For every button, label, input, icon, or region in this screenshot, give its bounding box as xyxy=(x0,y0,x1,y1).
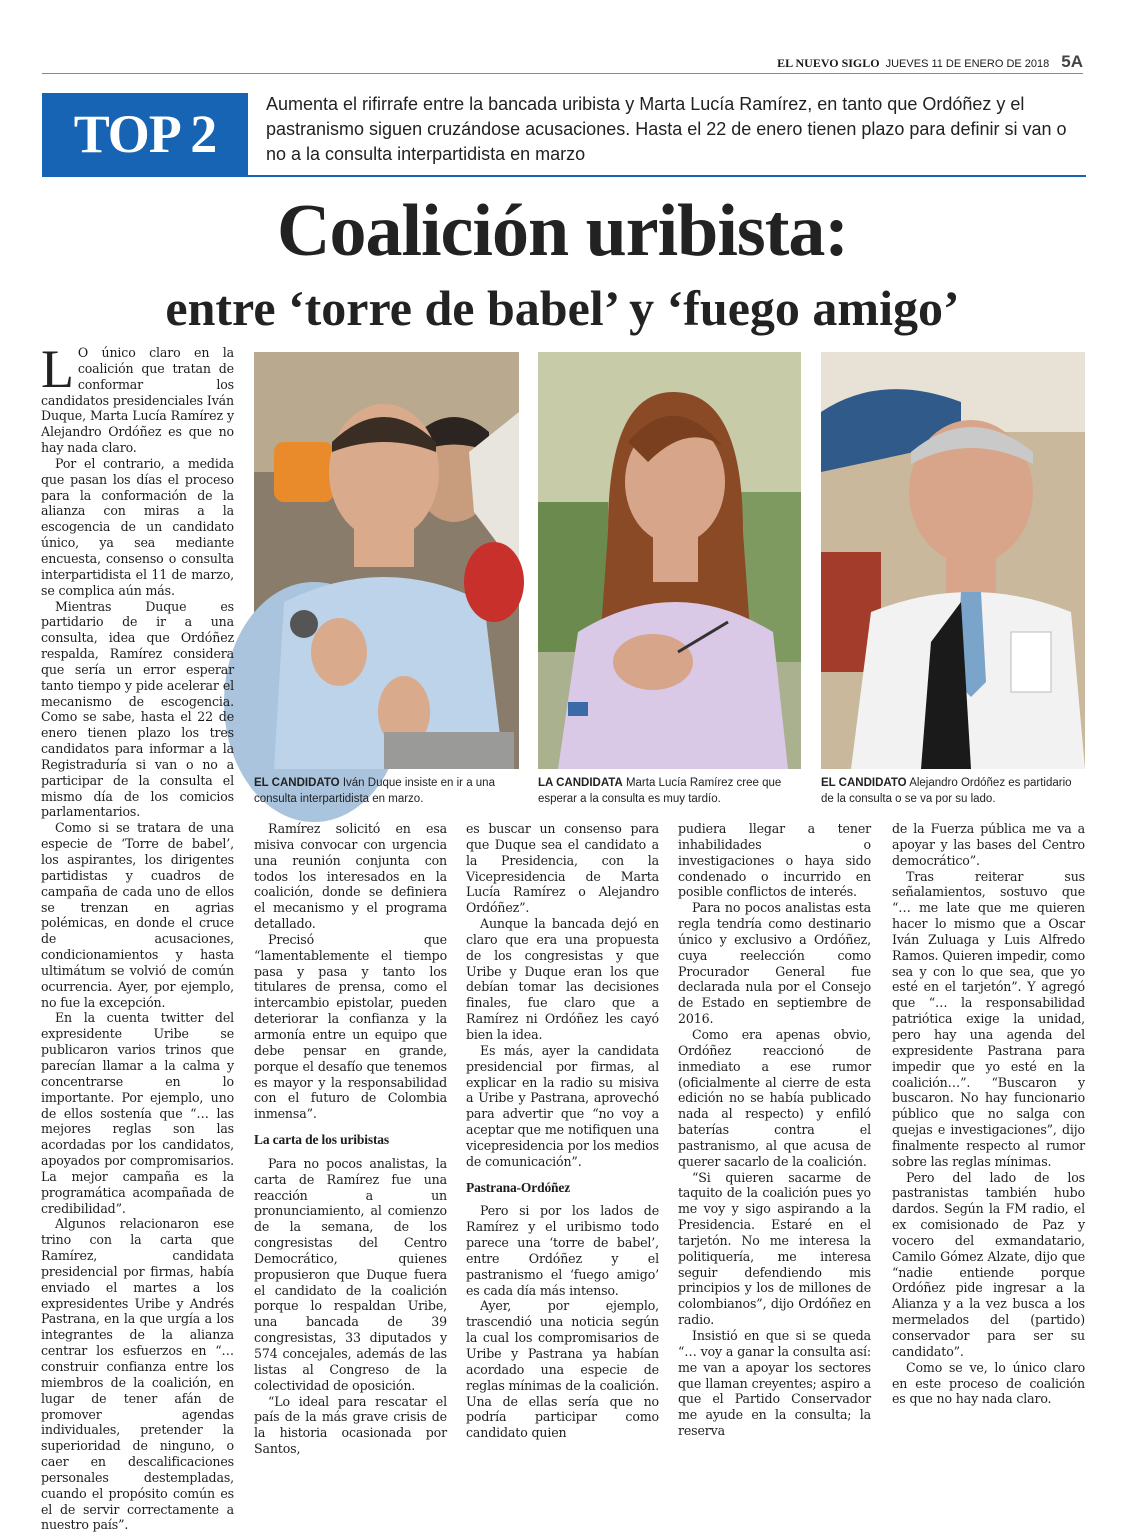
article-column-1 xyxy=(41,339,234,1533)
section-rule xyxy=(42,175,1086,177)
article-paragraph: Tras reiterar sus señalamientos, sostuvo que “… me late que me quieren hacer lo mismo que a Oscar Iván Zuluaga y Luis Alfredo Ramos. Quieren impedir, como sea y con lo que sea, que yo esté en el tarjetón”. Y agregó que “… la responsabilidad patriótica exige la unidad, pero hay una agenda del expresidente Pastrana para impedir que yo esté en la coalición…”. “Buscaron y buscaron. No hay funcionario público que no salga con quejas e investigaciones”, dijo finalmente respecto al rumor sobre las reglas mínimas. xyxy=(892,868,1085,1169)
caption-text: Iván Duque insiste en ir a una consulta interpartidista en marzo. xyxy=(254,777,495,805)
photo-caption-1 xyxy=(254,776,519,807)
article-column-2 xyxy=(254,821,447,1457)
article-paragraph: Como se ve, lo único claro en este proceso de coalición es que no hay nada claro. xyxy=(892,1359,1085,1407)
article-paragraph: Algunos relacionaron ese trino con la carta que Ramírez, candidata presidencial por firmas, había enviado el martes a los expresidentes Uribe y Andrés Pastrana, en la que urgía a los integrantes de la alianza centrar los esfuerzos en “…construir confianza entre los miembros de la coalición, en lugar de tener afán de promover agendas individuales, pretender la superioridad de ninguno, o caer en descalificaciones personales destempladas, cuando el propósito común es el de servir correctamente a nuestro país”. xyxy=(41,1216,234,1533)
caption-label: EL CANDIDATO xyxy=(821,777,907,789)
article-paragraph: Ayer, por ejemplo, trascendió una noticia según la cual los compromisarios de Uribe y Pastrana ya habían acordado una especie de reglas mínimas de la coalición. Una de ellas sería que no podría participar como candidato quien xyxy=(466,1298,659,1441)
article-paragraph: Precisó que “lamentablemente el tiempo pasa y pasa y tanto los titulares de prensa, como el intercambio epistolar, pueden deteriorar la confianza y la armonía entre un equipo que debe pensar en grande, porque el desafío que tenemos es mayor y la responsabilidad con el futuro de Colombia inmensa”. xyxy=(254,931,447,1122)
headline-title: Coalición uribista: xyxy=(277,190,848,272)
kicker-text: Aumenta el rifirrafe entre la bancada uribista y Marta Lucía Ramírez, en tanto que Ordóñez y el pastranismo siguen cruzándose acusaciones. Hasta el 22 de enero tienen plazo para definir si van o no a la consulta interpartidista en marzo xyxy=(266,94,1067,164)
article-paragraph: Para no pocos analistas esta regla tendría como destinario único y exclusivo a Ordóñez, cuya reelección como Procurador General fue declarada nula por el Consejo de Estado en septiembre de 2016. xyxy=(678,900,871,1027)
article-paragraph: de la Fuerza pública me va a apoyar y las bases del Centro democrático”. xyxy=(892,821,1085,868)
caption-text: Alejandro Ordóñez es partidario de la consulta o se va por su lado. xyxy=(821,777,1072,805)
photo-caption-3 xyxy=(821,776,1085,807)
caption-label: LA CANDIDATA xyxy=(538,777,623,789)
page-header xyxy=(777,52,1083,72)
page-number: 5A xyxy=(1061,52,1083,71)
article-paragraph: Como si se tratara de una especie de ‘Torre de babel’, los aspirantes, los dirigentes partidistas y cuadros de campaña de cada uno de ellos se trenzan en agrias polémicas, en donde el cruce de acusaciones, condicionamientos y hasta ultimátum se volvió de común ocurrencia. Ayer, por ejemplo, no fue la excepción. xyxy=(41,820,234,1010)
section-badge: TOP 2 xyxy=(42,93,248,175)
article-paragraph: Para no pocos analistas, la carta de Ramírez fue una reacción a un pronunciamiento, al comienzo de la semana, de los congresistas del Centro Democrático, quienes propusieron que Duque fuera el candidato de la coalición porque lo respaldan Uribe, una bancada de 39 congresistas, 33 diputados y 574 concejales, además de las listas al Congreso de la colectividad de oposición. xyxy=(254,1155,447,1393)
article-paragraph: Mientras Duque es partidario de ir a una consulta, idea que Ordóñez respalda, Ramírez considera que sería un error esperar tanto tiempo y pide acelerar el mecanismo de escogencia. Como se sabe, hasta el 22 de enero tienen plazo los tres candidatos para informar a la Registraduría si van o no a participar de la consulta el mismo día de los comicios parlamentarios. xyxy=(41,598,234,820)
article-column-3 xyxy=(466,821,659,1441)
article-paragraph: es buscar un consenso para que Duque sea el candidato a la Presidencia, con la Vicepresidencia de Marta Lucía Ramírez o Alejandro Ordóñez”. xyxy=(466,821,659,916)
article-paragraph: “Lo ideal para rescatar el país de la más grave crisis de la historia ocasionada por Santos, xyxy=(254,1393,447,1457)
article-paragraph: Insistió en que si se queda “… voy a ganar la consulta así: me van a apoyar los sectores que llaman creyentes; aspiro a que el Partido Conservador me ayude en la consulta; la reserva xyxy=(678,1328,871,1439)
caption-label: EL CANDIDATO xyxy=(254,777,340,789)
article-subhead: La carta de los uribistas xyxy=(254,1132,390,1148)
headline-subtitle: entre ‘torre de babel’ y ‘fuego amigo’ xyxy=(165,280,960,336)
photo-ivan-duque xyxy=(254,352,519,769)
article-column-4 xyxy=(678,821,871,1439)
photo-caption-2 xyxy=(538,776,801,807)
article-column-5 xyxy=(892,821,1085,1407)
article-paragraph: L O único claro en la coalición que tratan de conformar los candidatos presidenciales Iván Duque, Marta Lucía Ramírez y Alejandro Ordóñez es que no hay nada claro. xyxy=(41,339,234,456)
article-paragraph: Pero si por los lados de Ramírez y el uribismo todo parece una ‘torre de babel’, entre Ordóñez y el pastranismo el ‘fuego amigo’ es cada día más intenso. xyxy=(466,1203,659,1298)
article-paragraph: Aunque la bancada dejó en claro que era una propuesta de los congresistas y que Uribe y Duque eran los que debían tomar las decisiones finales, fue claro que a Ramírez ni Ordóñez les cayó bien la idea. xyxy=(466,916,659,1042)
article-paragraph: Es más, ayer la candidata presidencial por firmas, al explicar en la radio su misiva a Uribe y Pastrana, aprovechó para advertir que “no voy a aceptar que me notifiquen una vicepresidencia por los medios de comunicación”. xyxy=(466,1042,659,1169)
publication-name: EL NUEVO SIGLO xyxy=(777,56,880,70)
issue-date: JUEVES 11 DE ENERO DE 2018 xyxy=(885,58,1050,70)
header-rule xyxy=(42,73,1083,74)
article-subhead: Pastrana-Ordóñez xyxy=(466,1179,571,1195)
article-paragraph: pudiera llegar a tener inhabilidades o investigaciones o haya sido condenado o incurrido en posible conflictos de interés. xyxy=(678,821,871,900)
article-paragraph: Pero del lado de los pastranistas también hubo dardos. Según la FM radio, el ex comisionado de Paz y vocero del exmandatario, Camilo Gómez Alzate, dijo que “nadie entiende porque Ordóñez pide ingresar a la Alianza y a la vez busca a los mermelados del (partido) conservador para ser su candidato”. xyxy=(892,1169,1085,1359)
drop-cap: L xyxy=(41,339,74,399)
photo-marta-lucia-ramirez xyxy=(538,352,801,769)
article-paragraph: Como era apenas obvio, Ordóñez reaccionó de inmediato a ese rumor (oficialmente al cierre de esta edición no se había publicado nada al respecto) y enfiló baterías contra el pastranismo, al que acusa de querer sacarlo de la coalición. xyxy=(678,1026,871,1169)
article-paragraph: En la cuenta twitter del expresidente Uribe se publicaron varios trinos que parecían llamar a la calma y concentrarse en lo importante. Por ejemplo, uno de ellos sostenía que “… las mejores reglas son las acordadas por los candidatos, apoyados por compromisarios. La mejor campaña es la programática acompañada de credibilidad”. xyxy=(41,1010,234,1216)
article-paragraph: Por el contrario, a medida que pasan los días el proceso para la conformación de la alianza con miras a la escogencia de un candidato único, ya sea mediante encuesta, consenso o consulta interpartidista el 11 de marzo, se complica aún más. xyxy=(41,455,234,598)
photo-alejandro-ordonez xyxy=(821,352,1085,769)
article-paragraph: “Si quieren sacarme de taquito de la coalición pues yo me voy y sigo aspirando a la Presidencia. Estaré en el tarjetón. No me interesa la politiquería, me interesa seguir defendiendo mis principios y los de millones de colombianos”, dijo Ordóñez en radio. xyxy=(678,1169,871,1328)
article-paragraph: Ramírez solicitó en esa misiva convocar con urgencia una reunión conjunta con todos los interesados en la coalición, donde se definiera el mecanismo y el programa detallado. xyxy=(254,821,447,932)
caption-text: Marta Lucía Ramírez cree que esperar a la consulta es muy tardío. xyxy=(538,777,782,805)
